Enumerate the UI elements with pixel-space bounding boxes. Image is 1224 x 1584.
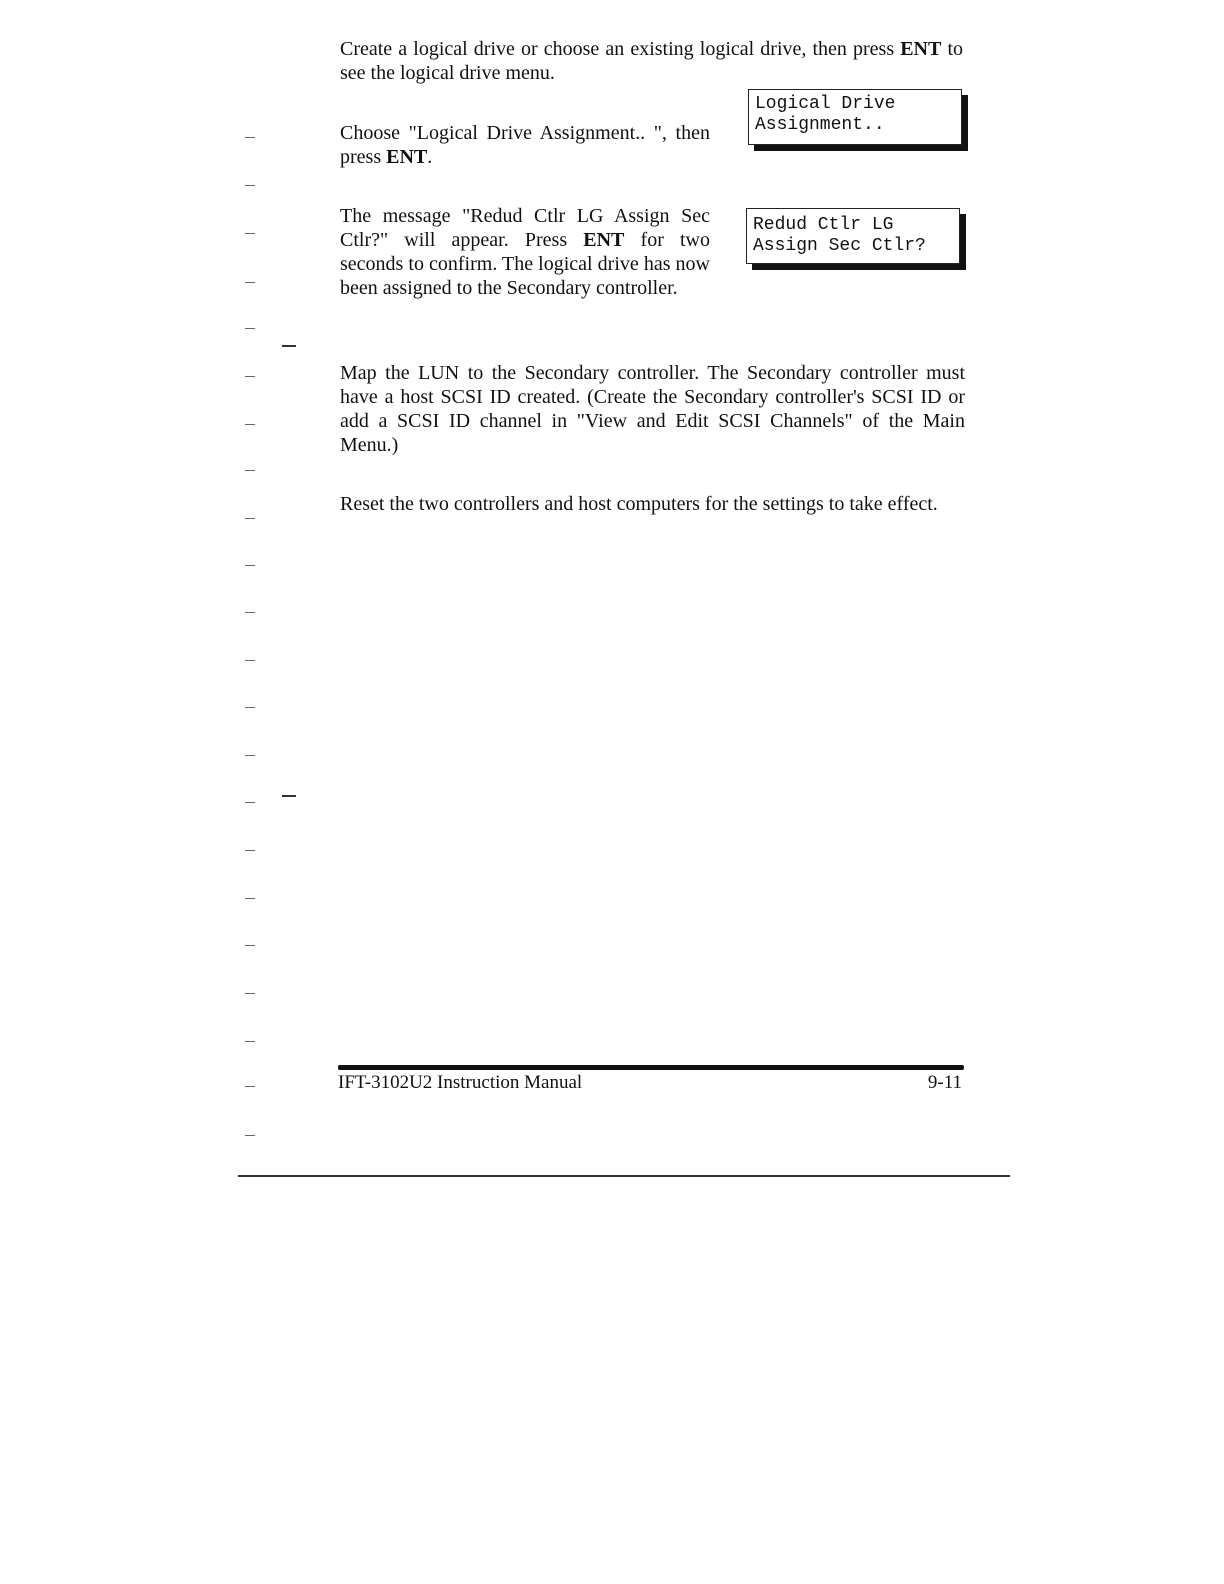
ent-key-label: ENT [900,38,942,60]
step-text: to see the logical drive menu. [340,38,963,84]
lcd-line-2: Assign Sec Ctlr? [753,236,926,256]
step-choose-assignment [340,121,710,169]
step-text: Choose "Logical Drive Assignment.. ", then press [340,122,710,168]
ent-key-label: ENT [583,229,625,251]
step-confirm-secondary [340,204,710,300]
page-edge-line [238,1175,1010,1177]
lcd-screen-logical-drive-assignment [748,89,962,145]
step-text: The message "Redud Ctlr LG Assign Sec Ctlr?" will appear. Press [340,205,710,251]
lcd-line-1: Logical Drive [755,94,896,114]
ent-key-label: ENT [386,146,428,168]
step-text: Create a logical drive or choose an existing logical drive, then press [340,38,901,60]
step-create-logical-drive [340,37,963,85]
step-text: . [427,146,433,168]
lcd-screen-redud-ctlr [746,208,960,264]
step-text: for two seconds to confirm. The logical drive has now been assigned to the Secondary controller. [340,229,710,299]
step-map-lun: Map the LUN to the Secondary controller. The Secondary controller must have a host SCSI ID created. (Create the Secondary controller's SCSI ID or add a SCSI ID channel in "View and Edit SCSI Channels" of the Main Menu.) [340,362,965,456]
footer-rule [338,1065,964,1070]
lcd-line-2: Assignment.. [755,115,885,135]
step-reset-controllers: Reset the two controllers and host computers for the settings to take effect. [340,493,938,515]
footer-page-number: 9-11 [927,1072,962,1093]
lcd-line-1: Redud Ctlr LG [753,215,894,235]
footer-manual-title: IFT-3102U2 Instruction Manual [338,1072,583,1093]
